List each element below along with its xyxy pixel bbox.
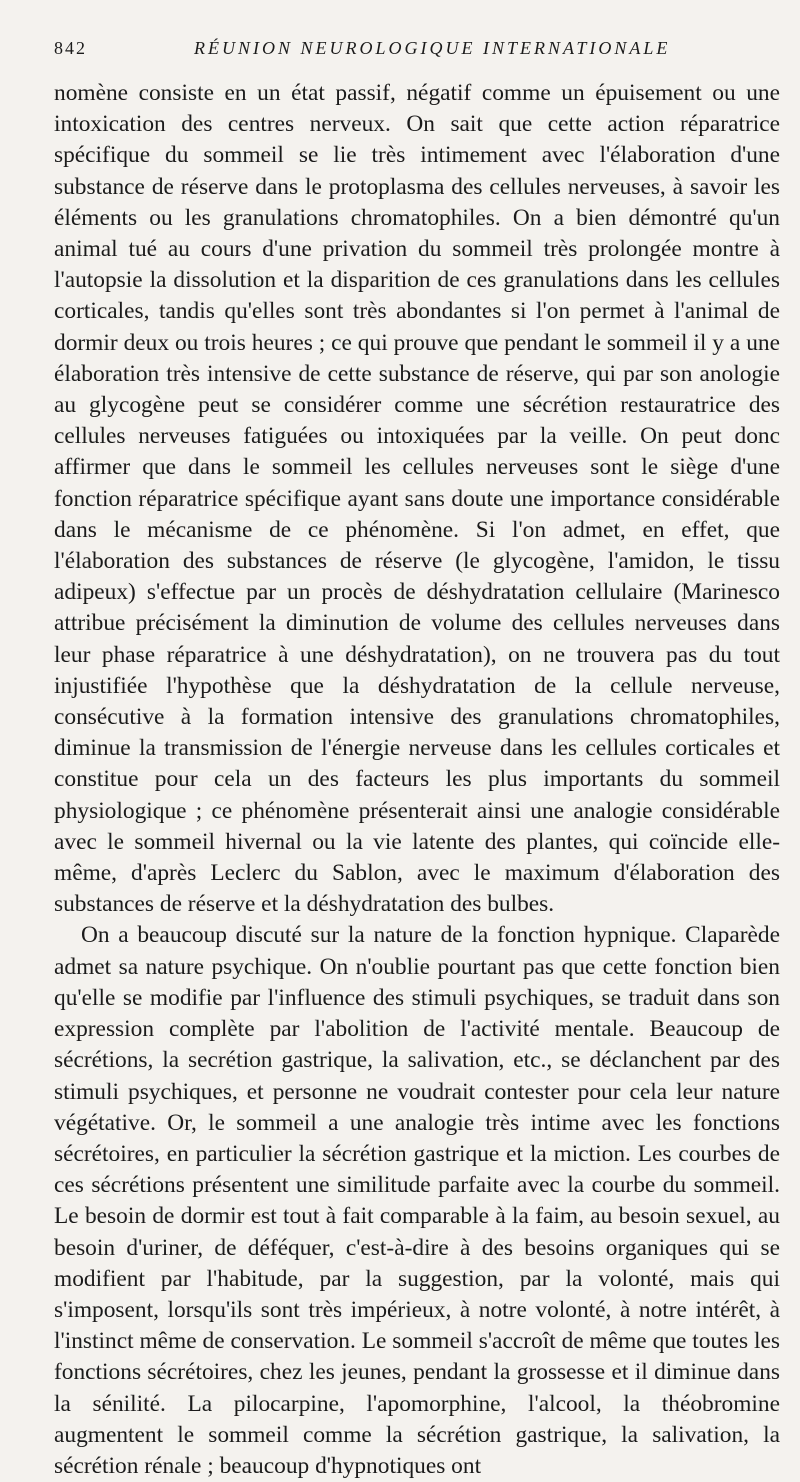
- running-head: [54, 38, 776, 64]
- page-number: 842: [54, 38, 87, 58]
- journal-title: RÉUNION NEUROLOGIQUE INTERNATIONALE: [194, 38, 671, 58]
- paragraph-1: nomène consiste en un état passif, négatif comme un épuisement ou une intoxication des centres nerveux. On sait que cette action réparatrice spécifique du sommeil se lie très intimement avec l'élaboration d'une substance de réserve dans le protoplasma des cellules nerveuses, à savoir les éléments ou les granulations chromatophiles. On a bien démontré qu'un animal tué au cours d'une privation du sommeil très prolongée montre à l'autopsie la dissolution et la disparition de ces granulations dans les cellules corticales, tandis qu'elles sont très abondantes si l'on permet à l'animal de dormir deux ou trois heures ; ce qui prouve que pendant le sommeil il y a une élaboration très intensive de cette substance de réserve, qui par son anologie au glycogène peut se considérer comme une sécrétion restauratrice des cellules nerveuses fatiguées ou intoxiquées par la veille. On peut donc affirmer que dans le sommeil les cellules nerveuses sont le siège d'une fonction réparatrice spécifique ayant sans doute une importance considérable dans le mécanisme de ce phénomène. Si l'on admet, en effet, que l'élaboration des substances de réserve (le glycogène, l'amidon, le tissu adipeux) s'effectue par un procès de déshydratation cellulaire (Marinesco attribue précisément la diminution de volume des cellules nerveuses dans leur phase réparatrice à une déshydratation), on ne trouvera pas du tout injustifiée l'hypothèse que la déshydratation de la cellule nerveuse, consécutive à la formation intensive des granulations chromatophiles, diminue la transmission de l'énergie nerveuse dans les cellules corticales et constitue pour cela un des facteurs les plus importants du sommeil physiologique ; ce phénomène présenterait ainsi une analogie considérable avec le sommeil hivernal ou la vie latente des plantes, qui coïncide elle-même, d'après Leclerc du Sablon, avec le maximum d'élaboration des substances de réserve et la déshydratation des bulbes.: [54, 80, 780, 918]
- body-text: [54, 78, 780, 1482]
- paragraph-2: On a beaucoup discuté sur la nature de la fonction hypnique. Claparède admet sa nature psychique. On n'oublie pourtant pas que cette fonction bien qu'elle se modifie par l'influence des stimuli psychiques, se traduit dans son expression complète par l'abolition de l'activité mentale. Beaucoup de sécrétions, la secrétion gastrique, la salivation, etc., se déclanchent par des stimuli psychiques, et personne ne voudrait contester pour cela leur nature végétative. Or, le sommeil a une analogie très intime avec les fonctions sécrétoires, en particulier la sécrétion gastrique et la miction. Les courbes de ces sécrétions présentent une similitude parfaite avec la courbe du sommeil. Le besoin de dormir est tout à fait comparable à la faim, au besoin sexuel, au besoin d'uriner, de déféquer, c'est-à-dire à des besoins organiques qui se modifient par l'habitude, par la suggestion, par la volonté, mais qui s'imposent, lorsqu'ils sont très impérieux, à notre volonté, à notre intérêt, à l'instinct même de conservation. Le sommeil s'accroît de même que toutes les fonctions sécrétoires, chez les jeunes, pendant la grossesse et il diminue dans la sénilité. La pilocarpine, l'apomorphine, l'alcool, la théobromine augmentent le sommeil comme la sécrétion gastrique, la salivation, la sécrétion rénale ; beaucoup d'hypnotiques ont: [54, 922, 780, 1479]
